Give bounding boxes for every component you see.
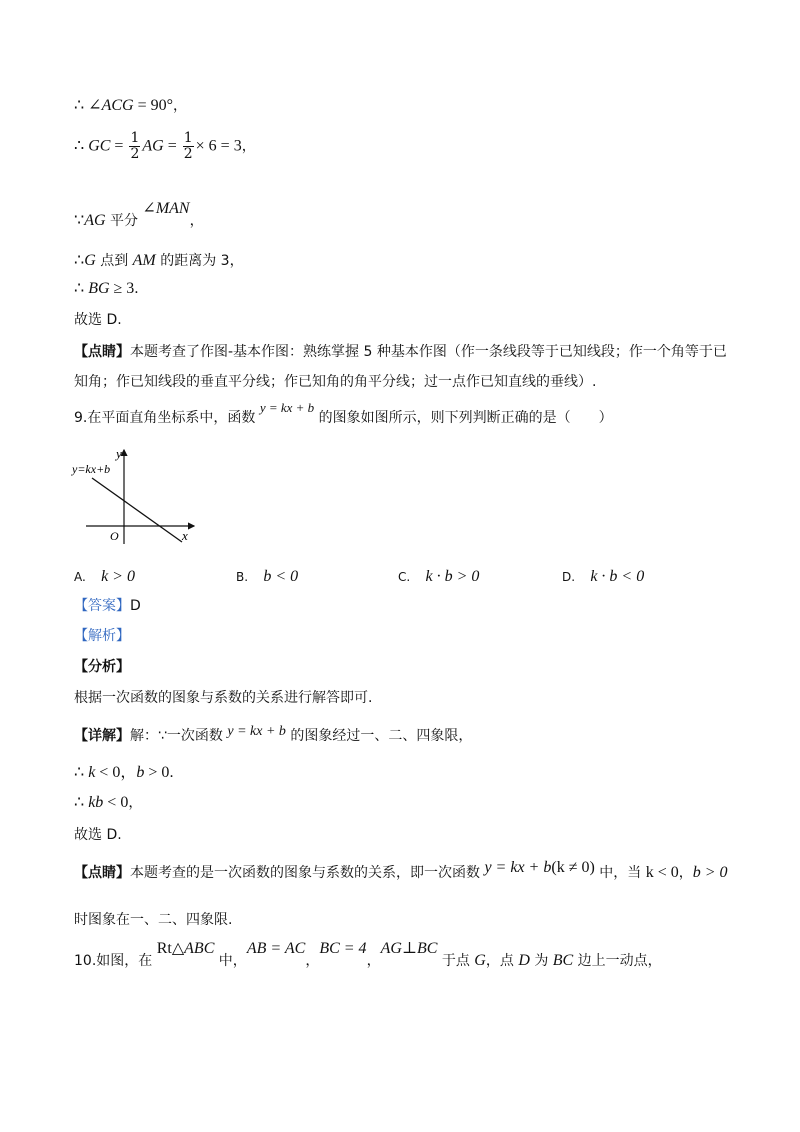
line-gc-calc: ∴ GC = $\frac{1}{2}$ AG = $\frac{1}{2}$ × 6 = 3，	[74, 130, 256, 162]
line-dianjing-2: 知角；作已知线段的垂直平分线；作已知角的角平分线；过一点作已知直线的垂线）.	[74, 374, 597, 390]
option-b[interactable]: B. b < 0	[236, 568, 299, 585]
option-d[interactable]: D. k · b < 0	[562, 568, 645, 585]
line-angle-acg: ∴ ∠ACG = 90°，	[74, 97, 188, 114]
y-axis-label: y	[116, 446, 122, 461]
line-bg-ge-3: ∴ BG ≥ 3．	[74, 280, 149, 297]
line-dianjing-1: 【点睛】本题考查了作图-基本作图：熟练掌握 5 种基本作图（作一条线段等于已知线段；作一个角等于已	[74, 344, 727, 360]
function-label: y=kx+b	[72, 462, 111, 476]
analysis-tag: 【解析】	[74, 628, 130, 644]
linear-function-graph	[70, 440, 200, 550]
function-line	[92, 478, 182, 542]
question-10: 10.如图，在 Rt△ABC 中，AB = AC，BC = 4，AG⊥BC 于点 G，点 D 为 BC 边上一动点，	[74, 940, 662, 969]
answer-line: 【答案】D	[74, 598, 141, 614]
fenxi-tag: 【分析】	[74, 659, 130, 675]
question-9: 9.在平面直角坐标系中，函数 y = kx + b 的图象如图所示，则下列判断正确的是（ ）	[74, 400, 613, 426]
option-a[interactable]: A. k > 0	[74, 568, 135, 585]
origin-label: O	[110, 529, 119, 543]
detail-k-b: ∴ k < 0，b > 0．	[74, 764, 184, 781]
detail-kb: ∴ kb < 0，	[74, 794, 143, 811]
detail-line: 【详解】解：∵一次函数 y = kx + b 的图象经过一、二、四象限，	[74, 724, 473, 744]
option-c[interactable]: C. k · b > 0	[398, 568, 480, 585]
line-choose-d-2: 故选 D.	[74, 827, 122, 843]
dianjing-line-1: 【点睛】本题考查的是一次函数的图象与系数的关系，即一次函数 y = kx + b(k ≠ 0) 中，当 k < 0，b > 0	[74, 859, 728, 881]
line-choose-d-1: 故选 D.	[74, 312, 122, 328]
fraction-half-2: $\frac{1}{2}$	[183, 130, 193, 162]
line-distance: ∴G 点到 AM 的距离为 3，	[74, 252, 244, 269]
dianjing-line-2: 时图象在一、二、四象限.	[74, 912, 233, 928]
line-ag-bisect: ∵AG 平分 ∠MAN，	[74, 200, 204, 229]
fenxi-text: 根据一次函数的图象与系数的关系进行解答即可.	[74, 690, 373, 706]
x-axis-label: x	[182, 528, 188, 543]
fraction-half: $\frac{1}{2}$	[130, 130, 140, 162]
